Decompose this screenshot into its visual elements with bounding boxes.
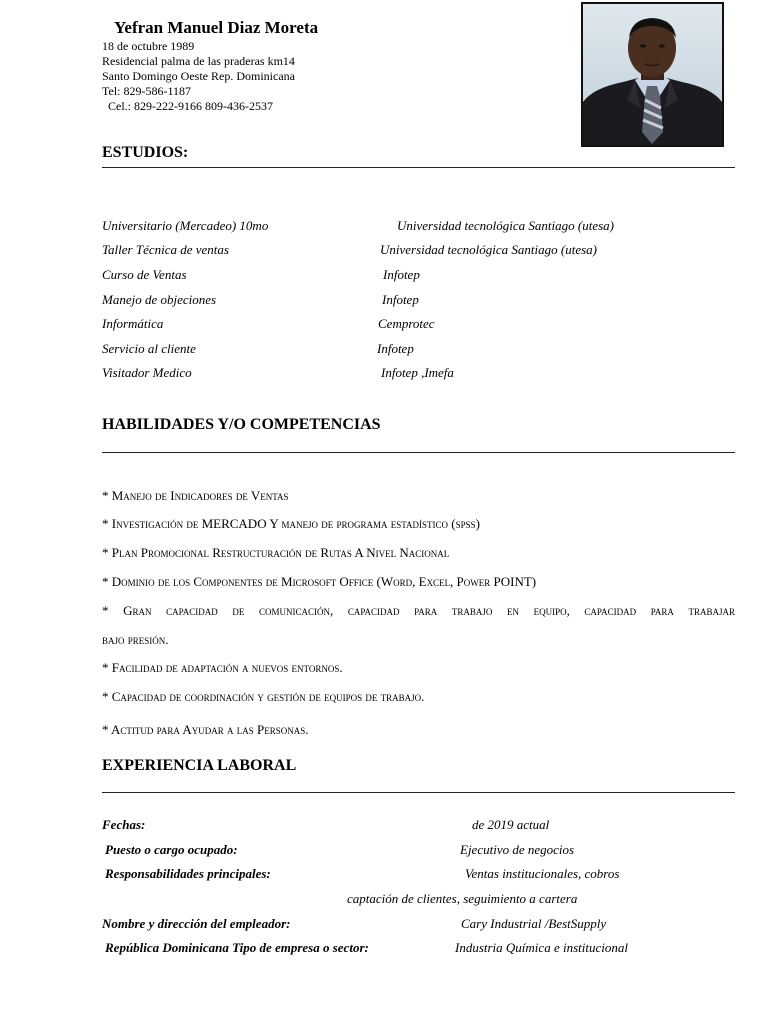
study-institution: Infotep ,Imefa: [381, 365, 454, 380]
sector-label: República Dominicana Tipo de empresa o sector:: [105, 940, 369, 955]
skill-item: * Dominio de los Componentes de Microsoft Office (Word, Excel, Power POINT): [102, 574, 537, 589]
contact-block: [102, 39, 295, 114]
study-course: Servicio al cliente: [102, 341, 196, 356]
study-course: Universitario (Mercadeo) 10mo: [102, 218, 269, 233]
study-course: Taller Técnica de ventas: [102, 242, 229, 257]
responsibilities-value: Ventas institucionales, cobros: [465, 866, 620, 881]
dates-label: Fechas:: [102, 817, 146, 832]
section-title-skills: HABILIDADES Y/O COMPETENCIAS: [102, 416, 381, 433]
study-course: Manejo de objeciones: [102, 292, 217, 307]
study-course: Visitador Medico: [102, 365, 192, 380]
skill-item: * Investigación de MERCADO Y manejo de programa estadístico (spss): [102, 516, 480, 531]
study-institution: Universidad tecnológica Santiago (utesa): [397, 218, 614, 233]
address-line-1: Residencial palma de las praderas km14: [102, 54, 295, 68]
study-institution: Infotep: [383, 267, 420, 282]
divider: [102, 452, 735, 453]
portrait-illustration: [583, 4, 722, 145]
cellphone: Cel.: 829-222-9166 809-436-2537: [102, 99, 273, 113]
sector-value: Industria Química e institucional: [455, 940, 628, 955]
study-institution: Infotep: [377, 341, 414, 356]
divider: [102, 792, 735, 793]
employer-value: Cary Industrial /BestSupply: [461, 916, 607, 931]
profile-photo: [581, 2, 724, 147]
study-institution: Cemprotec: [378, 316, 435, 331]
divider: [102, 167, 735, 168]
telephone: Tel: 829-586-1187: [102, 84, 192, 98]
address-line-2: Santo Domingo Oeste Rep. Dominicana: [102, 69, 295, 83]
study-institution: Universidad tecnológica Santiago (utesa): [380, 242, 597, 257]
skill-item: * Actitud para Ayudar a las Personas.: [102, 722, 309, 737]
skill-item: * Capacidad de coordinación y gestión de equipos de trabajo.: [102, 689, 425, 704]
study-course: Informática: [102, 316, 164, 331]
skill-item-continuation: bajo presión.: [102, 632, 169, 647]
skill-item: * Plan Promocional Restructuración de Rutas A Nivel Nacional: [102, 545, 450, 560]
study-institution: Infotep: [382, 292, 419, 307]
responsibilities-label: Responsabilidades principales:: [105, 866, 271, 881]
dates-value: de 2019 actual: [472, 817, 550, 832]
skill-item: * Facilidad de adaptación a nuevos entornos.: [102, 660, 343, 675]
employer-label: Nombre y dirección del empleador:: [102, 916, 291, 931]
responsibilities-value-continuation: captación de clientes, seguimiento a cartera: [347, 891, 578, 906]
skill-item: * Gran capacidad de comunicación, capacidad para trabajo en equipo, capacidad para trabajar: [102, 603, 735, 618]
section-title-studies: ESTUDIOS:: [102, 144, 189, 161]
candidate-name: Yefran Manuel Diaz Moreta: [114, 18, 319, 37]
skill-item: * Manejo de Indicadores de Ventas: [102, 488, 289, 503]
section-title-experience: EXPERIENCIA LABORAL: [102, 757, 297, 774]
study-course: Curso de Ventas: [102, 267, 187, 282]
birth-date: 18 de octubre 1989: [102, 39, 195, 53]
position-label: Puesto o cargo ocupado:: [105, 842, 238, 857]
position-value: Ejecutivo de negocios: [460, 842, 575, 857]
